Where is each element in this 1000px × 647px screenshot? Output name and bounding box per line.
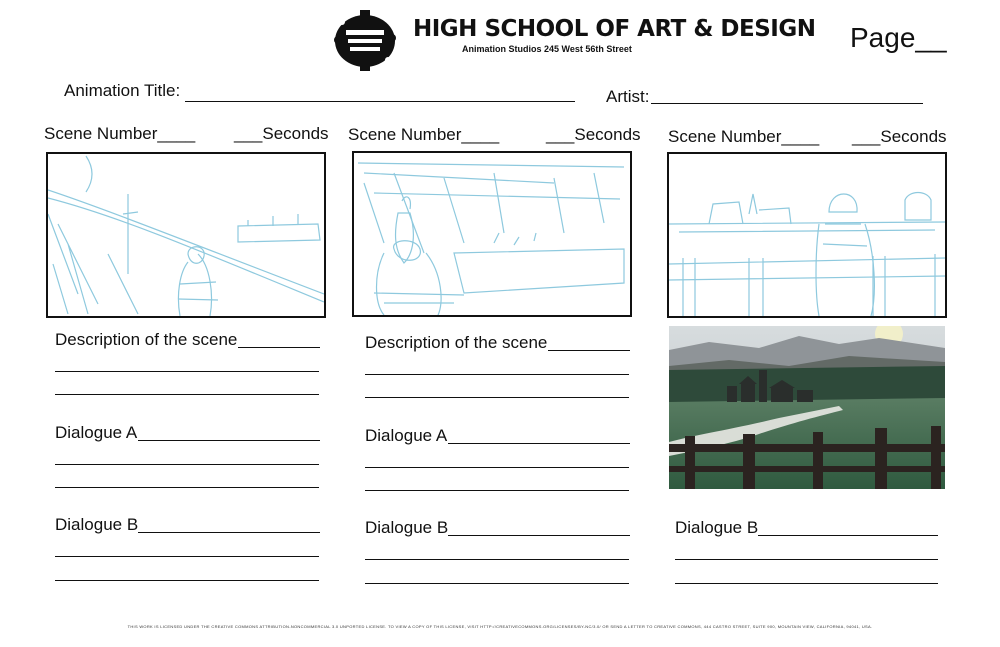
description-label: Description of the scene xyxy=(365,333,548,352)
storyboard-frame-2[interactable] xyxy=(352,151,632,317)
art-and-design-emblem-icon xyxy=(330,10,400,72)
dialogue-b-line[interactable] xyxy=(675,583,938,584)
armored-knight-sketch-icon xyxy=(354,153,630,315)
description-field[interactable] xyxy=(238,347,320,348)
dialogue-b-label: Dialogue B xyxy=(675,518,759,537)
scene-number-label: Scene Number____ xyxy=(44,124,196,143)
dialogue-b-line[interactable] xyxy=(675,559,938,560)
village-landscape-painting-icon xyxy=(669,326,945,489)
description-line[interactable] xyxy=(365,397,629,398)
artist-label: Artist: xyxy=(606,87,650,106)
page-number-label: Page__ xyxy=(850,22,947,53)
storyboard-frame-3[interactable] xyxy=(667,152,947,318)
seconds-label: ___Seconds xyxy=(852,127,947,146)
dialogue-b-field[interactable] xyxy=(448,535,630,536)
school-address: Animation Studios 245 West 56th Street xyxy=(462,44,632,54)
description-field[interactable] xyxy=(548,350,630,351)
fence-village-sketch-icon xyxy=(669,154,945,316)
dialogue-a-field[interactable] xyxy=(138,440,320,441)
dialogue-b-label: Dialogue B xyxy=(55,515,139,534)
school-name: HIGH SCHOOL OF ART & DESIGN xyxy=(413,16,816,42)
storyboard-frame-1[interactable] xyxy=(46,152,326,318)
dialogue-a-line[interactable] xyxy=(55,487,319,488)
description-line[interactable] xyxy=(365,374,629,375)
dialogue-a-field[interactable] xyxy=(448,443,630,444)
scene-number-label: Scene Number____ xyxy=(348,125,500,144)
dialogue-b-field[interactable] xyxy=(758,535,938,536)
dialogue-a-label: Dialogue A xyxy=(365,426,448,445)
seconds-label: ___Seconds xyxy=(234,124,329,143)
animation-title-label: Animation Title: xyxy=(64,81,181,100)
scene-number-label: Scene Number____ xyxy=(668,127,820,146)
license-footer: THIS WORK IS LICENSED UNDER THE CREATIVE COMMONS ATTRIBUTION-NONCOMMERCIAL 3.0 UNPORTED LICENSE. TO VIEW A COPY OF THIS LICENSE, VISIT HTTP://CREATIVECOMMONS.ORG/LICENSES/BY-NC/3.0/ OR SEND A LETTER TO CREATIVE COMMONS, 444 CASTRO STREET, SUITE 900, MOUNTAIN VIEW, CALIFORNIA, 94041, USA. xyxy=(127,624,873,629)
dialogue-b-line[interactable] xyxy=(55,580,319,581)
hillside-knight-sketch-icon xyxy=(48,154,324,316)
description-line[interactable] xyxy=(55,394,319,395)
dialogue-a-line[interactable] xyxy=(365,490,629,491)
animation-title-field[interactable] xyxy=(185,101,575,102)
dialogue-a-label: Dialogue A xyxy=(55,423,138,442)
dialogue-b-label: Dialogue B xyxy=(365,518,449,537)
dialogue-b-field[interactable] xyxy=(138,532,320,533)
description-label: Description of the scene xyxy=(55,330,238,349)
dialogue-a-line[interactable] xyxy=(55,464,319,465)
dialogue-b-line[interactable] xyxy=(365,583,629,584)
dialogue-b-line[interactable] xyxy=(365,559,629,560)
seconds-label: ___Seconds xyxy=(546,125,641,144)
dialogue-a-line[interactable] xyxy=(365,467,629,468)
artist-field[interactable] xyxy=(651,103,923,104)
description-line[interactable] xyxy=(55,371,319,372)
dialogue-b-line[interactable] xyxy=(55,556,319,557)
